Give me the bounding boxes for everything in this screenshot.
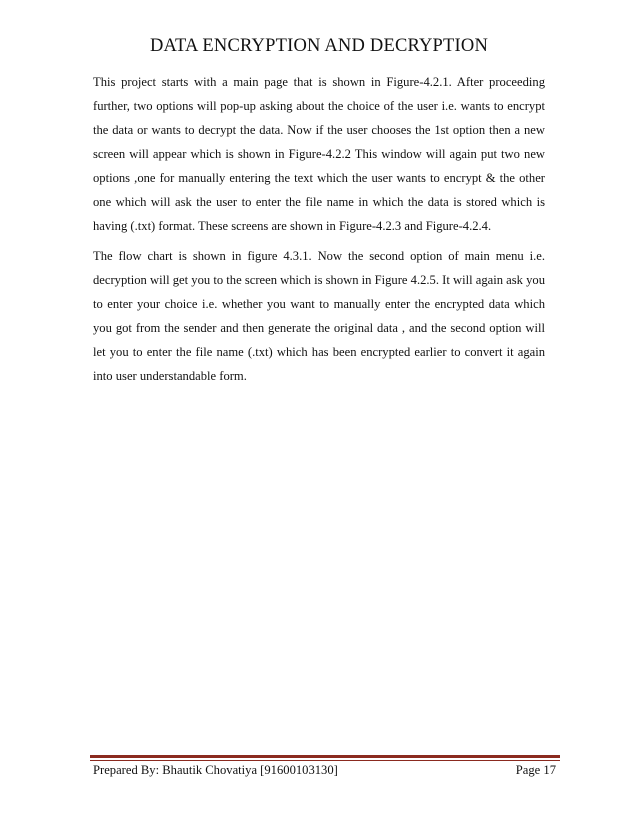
paragraph-2: The flow chart is shown in figure 4.3.1. Now the second option of main menu i.e. decryption will get you to the screen which is shown in Figure 4.2.5. It will again ask you to enter your choice i.e. whether you want to manually enter the encrypted data which you got from the sender and then generate the original data , and the second option will let you to enter the file name (.txt) which has been encrypted earlier to convert it again into user understandable form. [93,249,545,383]
footer-divider-thin [90,760,560,761]
body-text [93,70,545,394]
footer-divider-thick [90,755,560,758]
page-title: DATA ENCRYPTION AND DECRYPTION [149,36,489,56]
footer-page-number: Page 17 [515,763,556,777]
footer-prepared-by: Prepared By: Bhautik Chovatiya [91600103130] [93,763,338,777]
paragraph-1: This project starts with a main page that is shown in Figure-4.2.1. After proceeding further, two options will pop-up asking about the choice of the user i.e. wants to encrypt the data or wants to decrypt the data. Now if the user chooses the 1st option then a new screen will appear which is shown in Figure-4.2.2 This window will again put two new options ,one for manually entering the text which the user wants to encrypt & the other one which will ask the user to enter the file name in which the data is stored which is having (.txt) format. These screens are shown in Figure-4.2.3 and Figure-4.2.4. [93,75,545,233]
